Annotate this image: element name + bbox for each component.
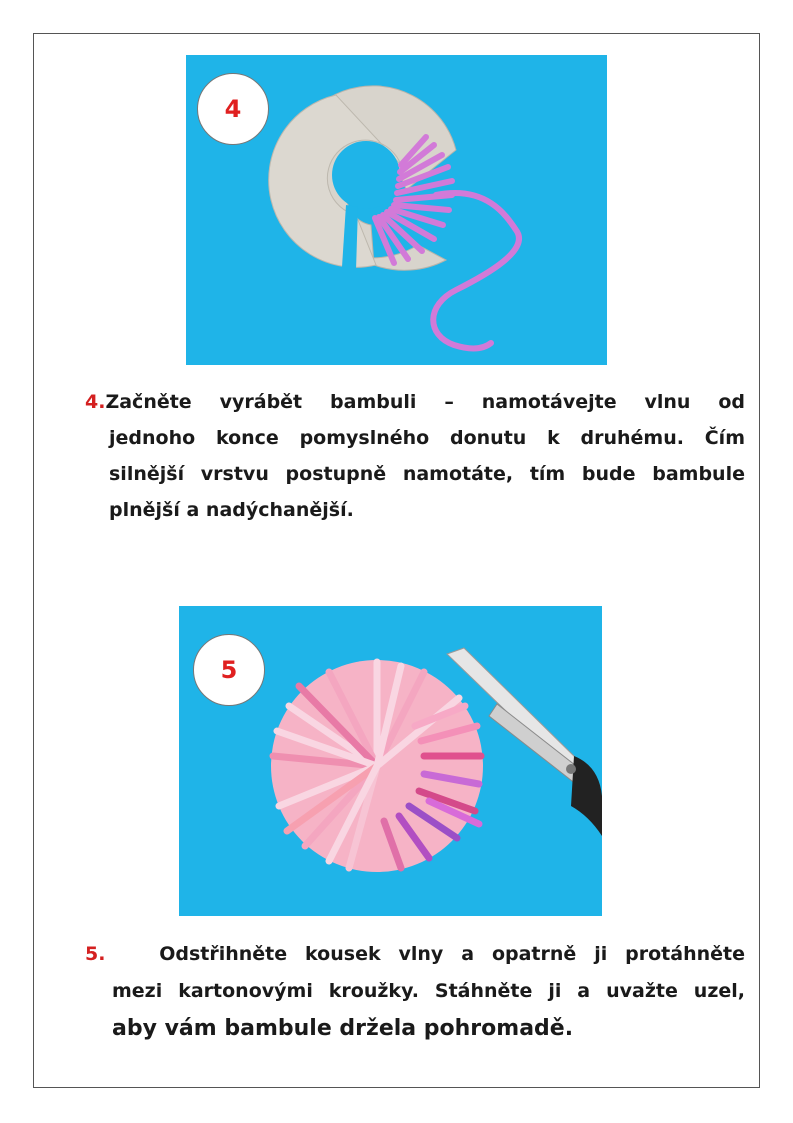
step-5-photo <box>179 606 602 916</box>
step-4-number: 4. <box>85 391 106 413</box>
step-5-line-2: mezi kartonovými kroužky. Stáhněte ji a uvažte uzel, <box>112 980 745 1002</box>
pompom <box>271 660 483 872</box>
step-4-line-2: jednoho konce pomyslného donutu k druhému. Čím <box>109 427 745 449</box>
step-4-line-3: silnější vrstvu postupně namotáte, tím bude bambule <box>109 463 745 485</box>
step-4-badge: 4 <box>197 73 269 145</box>
step-5-text <box>85 936 745 1047</box>
step-5-line-1: Odstřihněte kousek vlny a opatrně ji protáhněte <box>159 943 745 965</box>
step-5-line-3: aby vám bambule držela pohromadě. <box>112 1016 574 1041</box>
step-4-photo <box>186 55 607 365</box>
step-5-badge: 5 <box>193 634 265 706</box>
step-4-line-1: Začněte vyrábět bambuli – namotávejte vlnu od <box>105 391 745 413</box>
step-4-text <box>85 384 745 528</box>
step-4-line-4: plnější a nadýchanější. <box>109 499 354 521</box>
step-5-number: 5. <box>85 943 106 965</box>
